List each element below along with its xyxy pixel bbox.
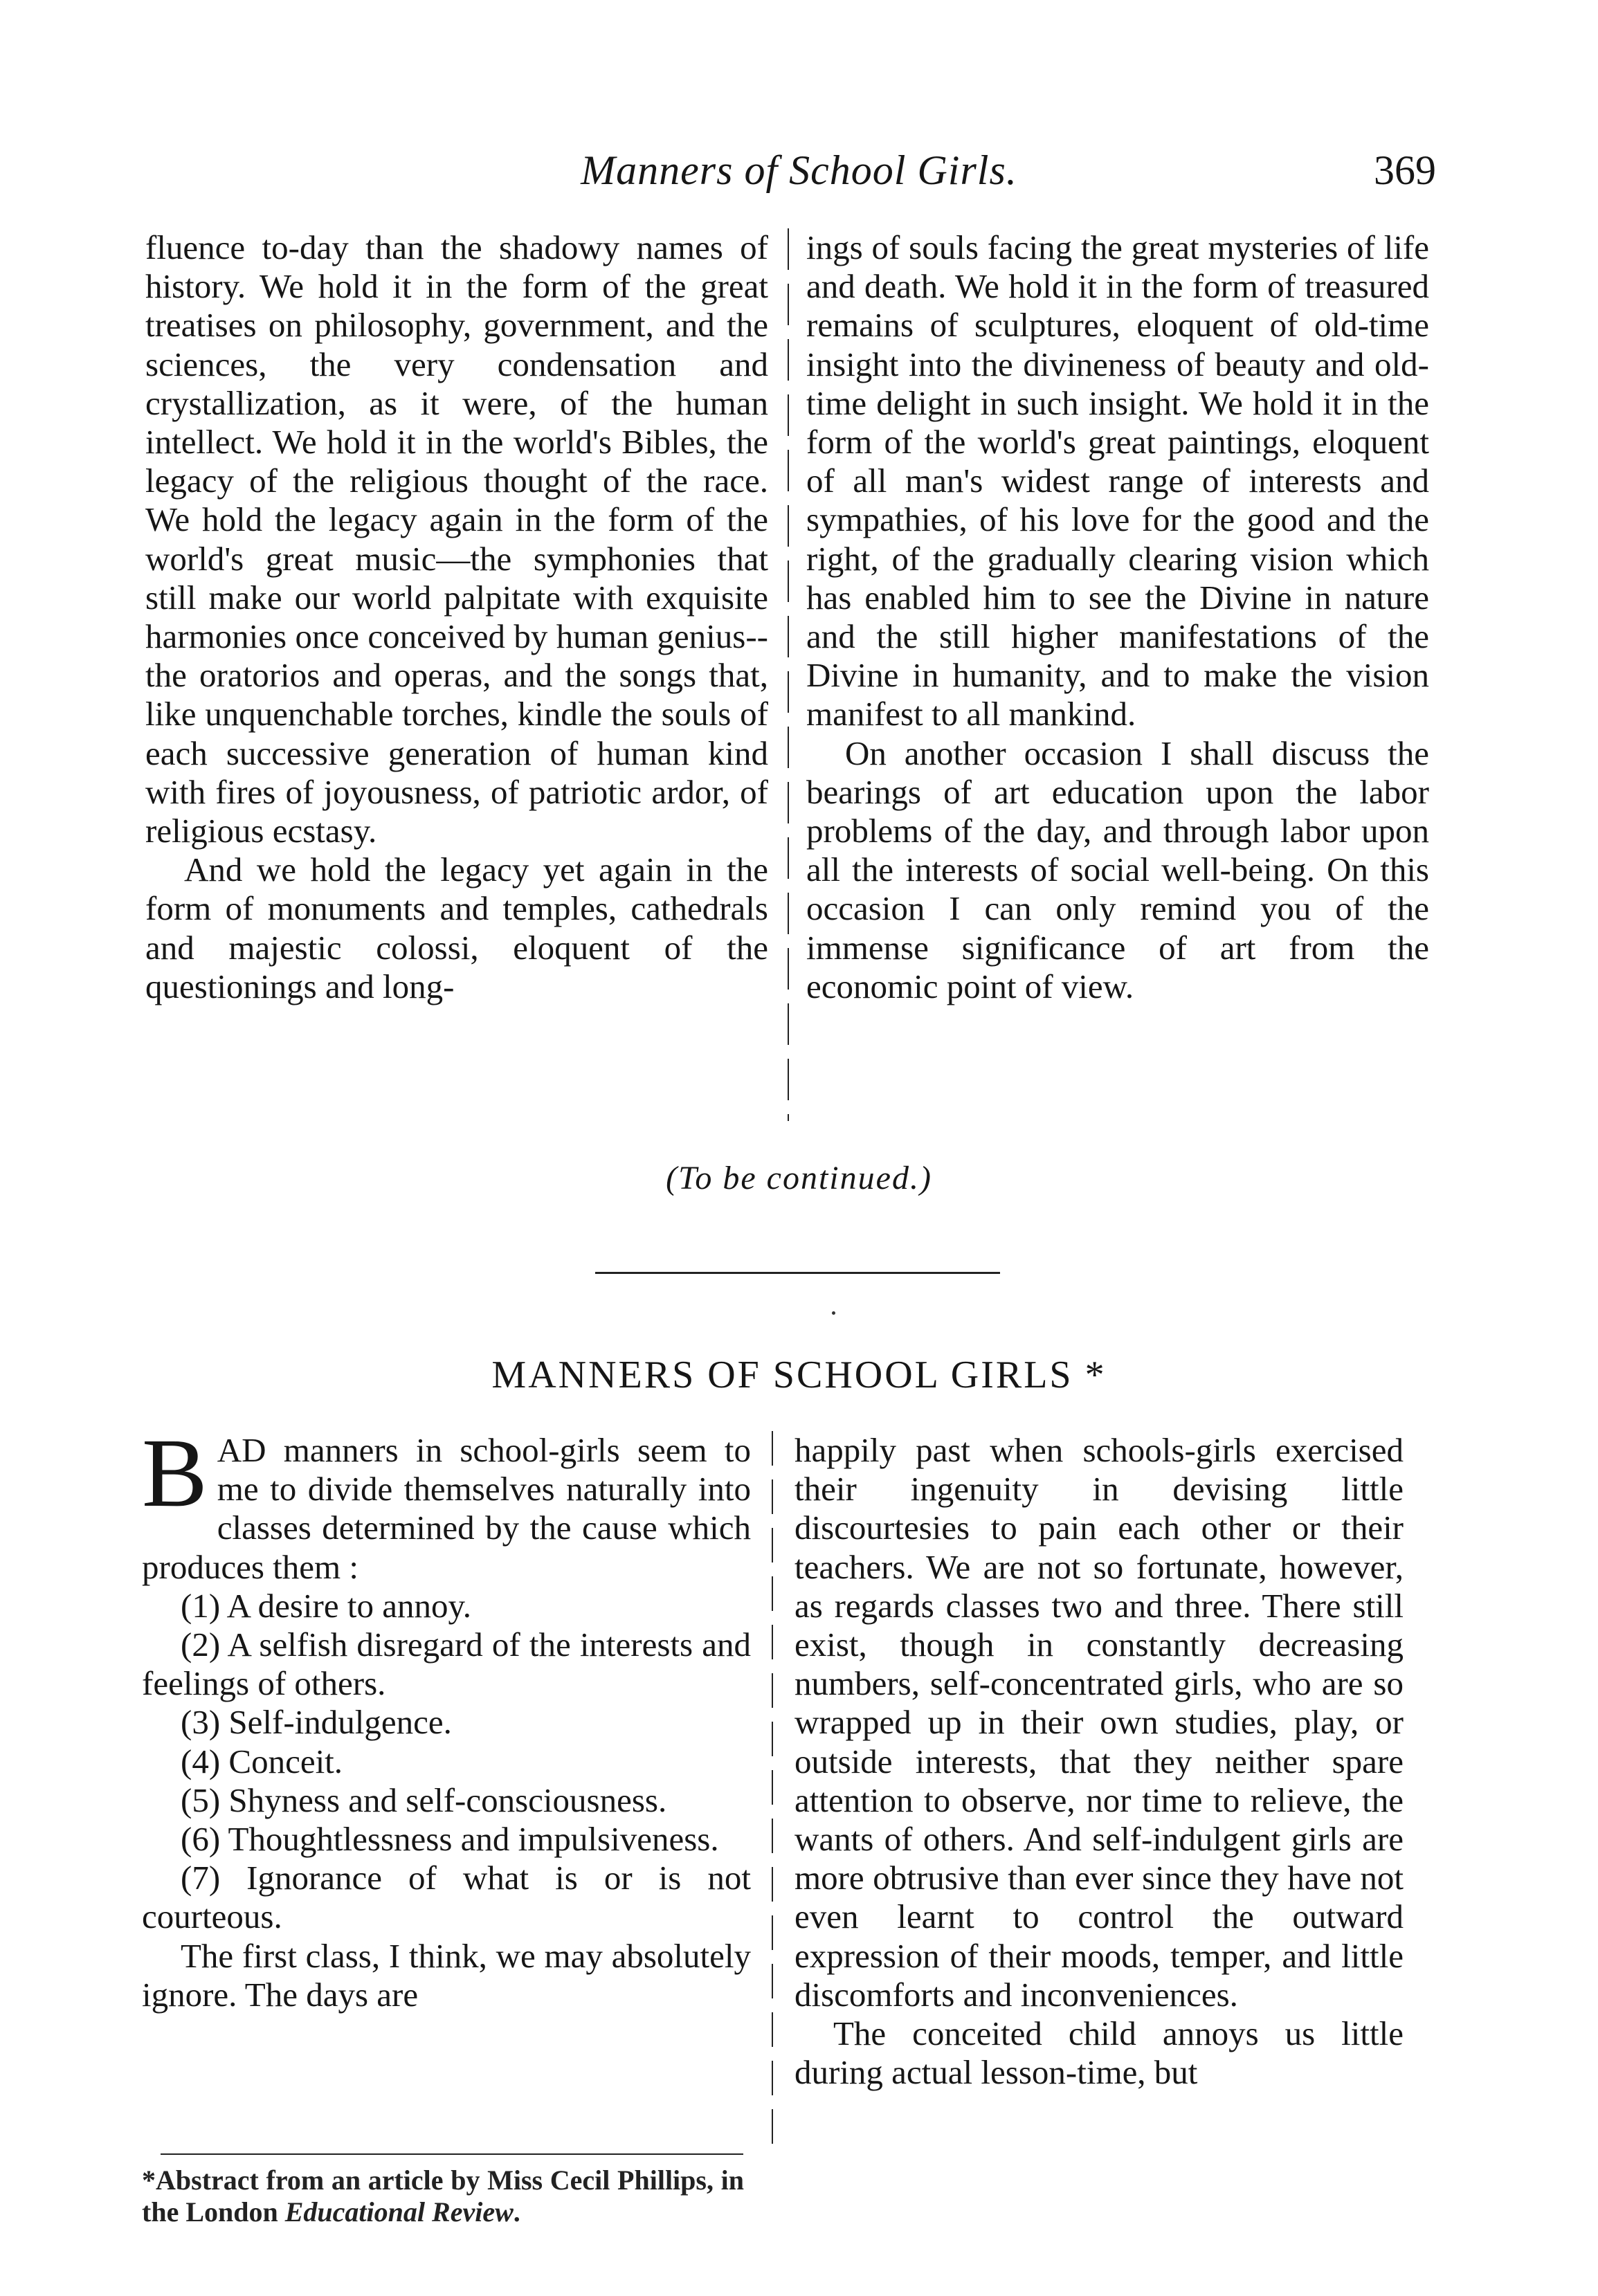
drop-cap: B bbox=[142, 1418, 208, 1527]
section-divider bbox=[595, 1272, 1000, 1274]
page-number: 369 bbox=[1374, 147, 1436, 193]
list-item bbox=[142, 1859, 751, 1936]
paragraph: fluence to-day than the shadowy names of history. We hold it in the form of the great treatises on philosophy, government, and the sciences, the very condensation and crystallization, as it were, of the human intellect. We hold it in the world's Bibles, the legacy of the religious thought of the race. We hold the legacy again in the form of the world's great music—the symphonies that still make our world palpitate with exquisite harmonies once conceived by human genius--the oratorios and operas, and the songs that, like unquenchable torches, kindle the souls of each successive generation of human kind with fires of joyousness, of patriotic ardor, of religious ecstasy. bbox=[145, 228, 768, 850]
footnote-rule bbox=[161, 2153, 743, 2155]
footnote-text: *Abstract from an article by Miss Cecil Phillips, in the London bbox=[142, 2165, 744, 2227]
top-right-column bbox=[806, 228, 1429, 1006]
paragraph: On another occasion I shall discuss the bearings of art education upon the labor problems of the day, and through labor upon all the interests of social well-being. On this occasion I can only remind you of the immense significance of art from the economic point of view. bbox=[806, 734, 1429, 1005]
list-item-text: (7) Ignorance of what is or is not courteous. bbox=[142, 1859, 751, 1936]
column-rule bbox=[788, 228, 789, 1121]
intro-text: AD manners in school-girls seem to me to divide themselves naturally into classes determined by the cause which produces them : bbox=[142, 1431, 751, 1586]
top-left-column bbox=[145, 228, 768, 1006]
article-right-column bbox=[795, 1431, 1404, 2092]
column-rule bbox=[772, 1431, 773, 2151]
list-item-text: (2) A selfish disregard of the interests and feelings of others. bbox=[142, 1625, 751, 1703]
list-item: (3) Self-indulgence. bbox=[181, 1703, 452, 1742]
list-item bbox=[142, 1625, 751, 1703]
paragraph: The conceited child annoys us little during actual lesson-time, but bbox=[795, 2014, 1404, 2092]
article-left-column bbox=[142, 1418, 751, 2014]
footnote-journal: Educational Review bbox=[284, 2196, 514, 2227]
list-item-text: (6) Thoughtlessness and impulsiveness. bbox=[181, 1820, 719, 1859]
list-item: (1) A desire to annoy. bbox=[181, 1586, 472, 1625]
list-item: (5) Shyness and self-consciousness. bbox=[181, 1780, 667, 1819]
footnote bbox=[142, 2165, 744, 2228]
list-item bbox=[142, 1820, 751, 1859]
print-speck bbox=[832, 1311, 835, 1315]
paragraph: The first class, I think, we may absolutely ignore. The days are bbox=[142, 1936, 751, 2014]
paragraph: ings of souls facing the great mysteries of life and death. We hold it in the form of treasured remains of sculptures, eloquent of old-time insight into the divineness of beauty and old-time delight in such insight. We hold it in the form of the world's great paintings, eloquent of all man's widest range of interests and sympathies, of his love for the good and the right, of the gradually clearing vision which has enabled him to see the Divine in nature and the still higher manifestations of the Divine in humanity, and to make the vision manifest to all mankind. bbox=[806, 228, 1429, 734]
paragraph: And we hold the legacy yet again in the form of monuments and temples, cathedrals and majestic colossi, eloquent of the questionings and long- bbox=[145, 850, 768, 1005]
list-item: (4) Conceit. bbox=[181, 1742, 343, 1780]
paragraph: happily past when schools-girls exercised their ingenuity in devising little discourtesies to pain each other or their teachers. We are not so fortunate, however, as regards classes two and three. There still exist, though in constantly decreasing numbers, self-concentrated girls, who are so wrapped up in their own studies, play, or outside interests, that they neither spare attention to observe, nor time to relieve, the wants of others. And self-indulgent girls are more obtrusive than ever since they have not even learnt to control the outward expression of their moods, temper, and little discomforts and inconveniences. bbox=[795, 1431, 1404, 2014]
footnote-end: . bbox=[513, 2196, 520, 2227]
continued-note: (To be continued.) bbox=[666, 1160, 932, 1196]
intro-paragraph bbox=[142, 1418, 751, 1587]
running-title: Manners of School Girls. bbox=[581, 147, 1017, 193]
article-title: MANNERS OF SCHOOL GIRLS * bbox=[491, 1354, 1107, 1396]
